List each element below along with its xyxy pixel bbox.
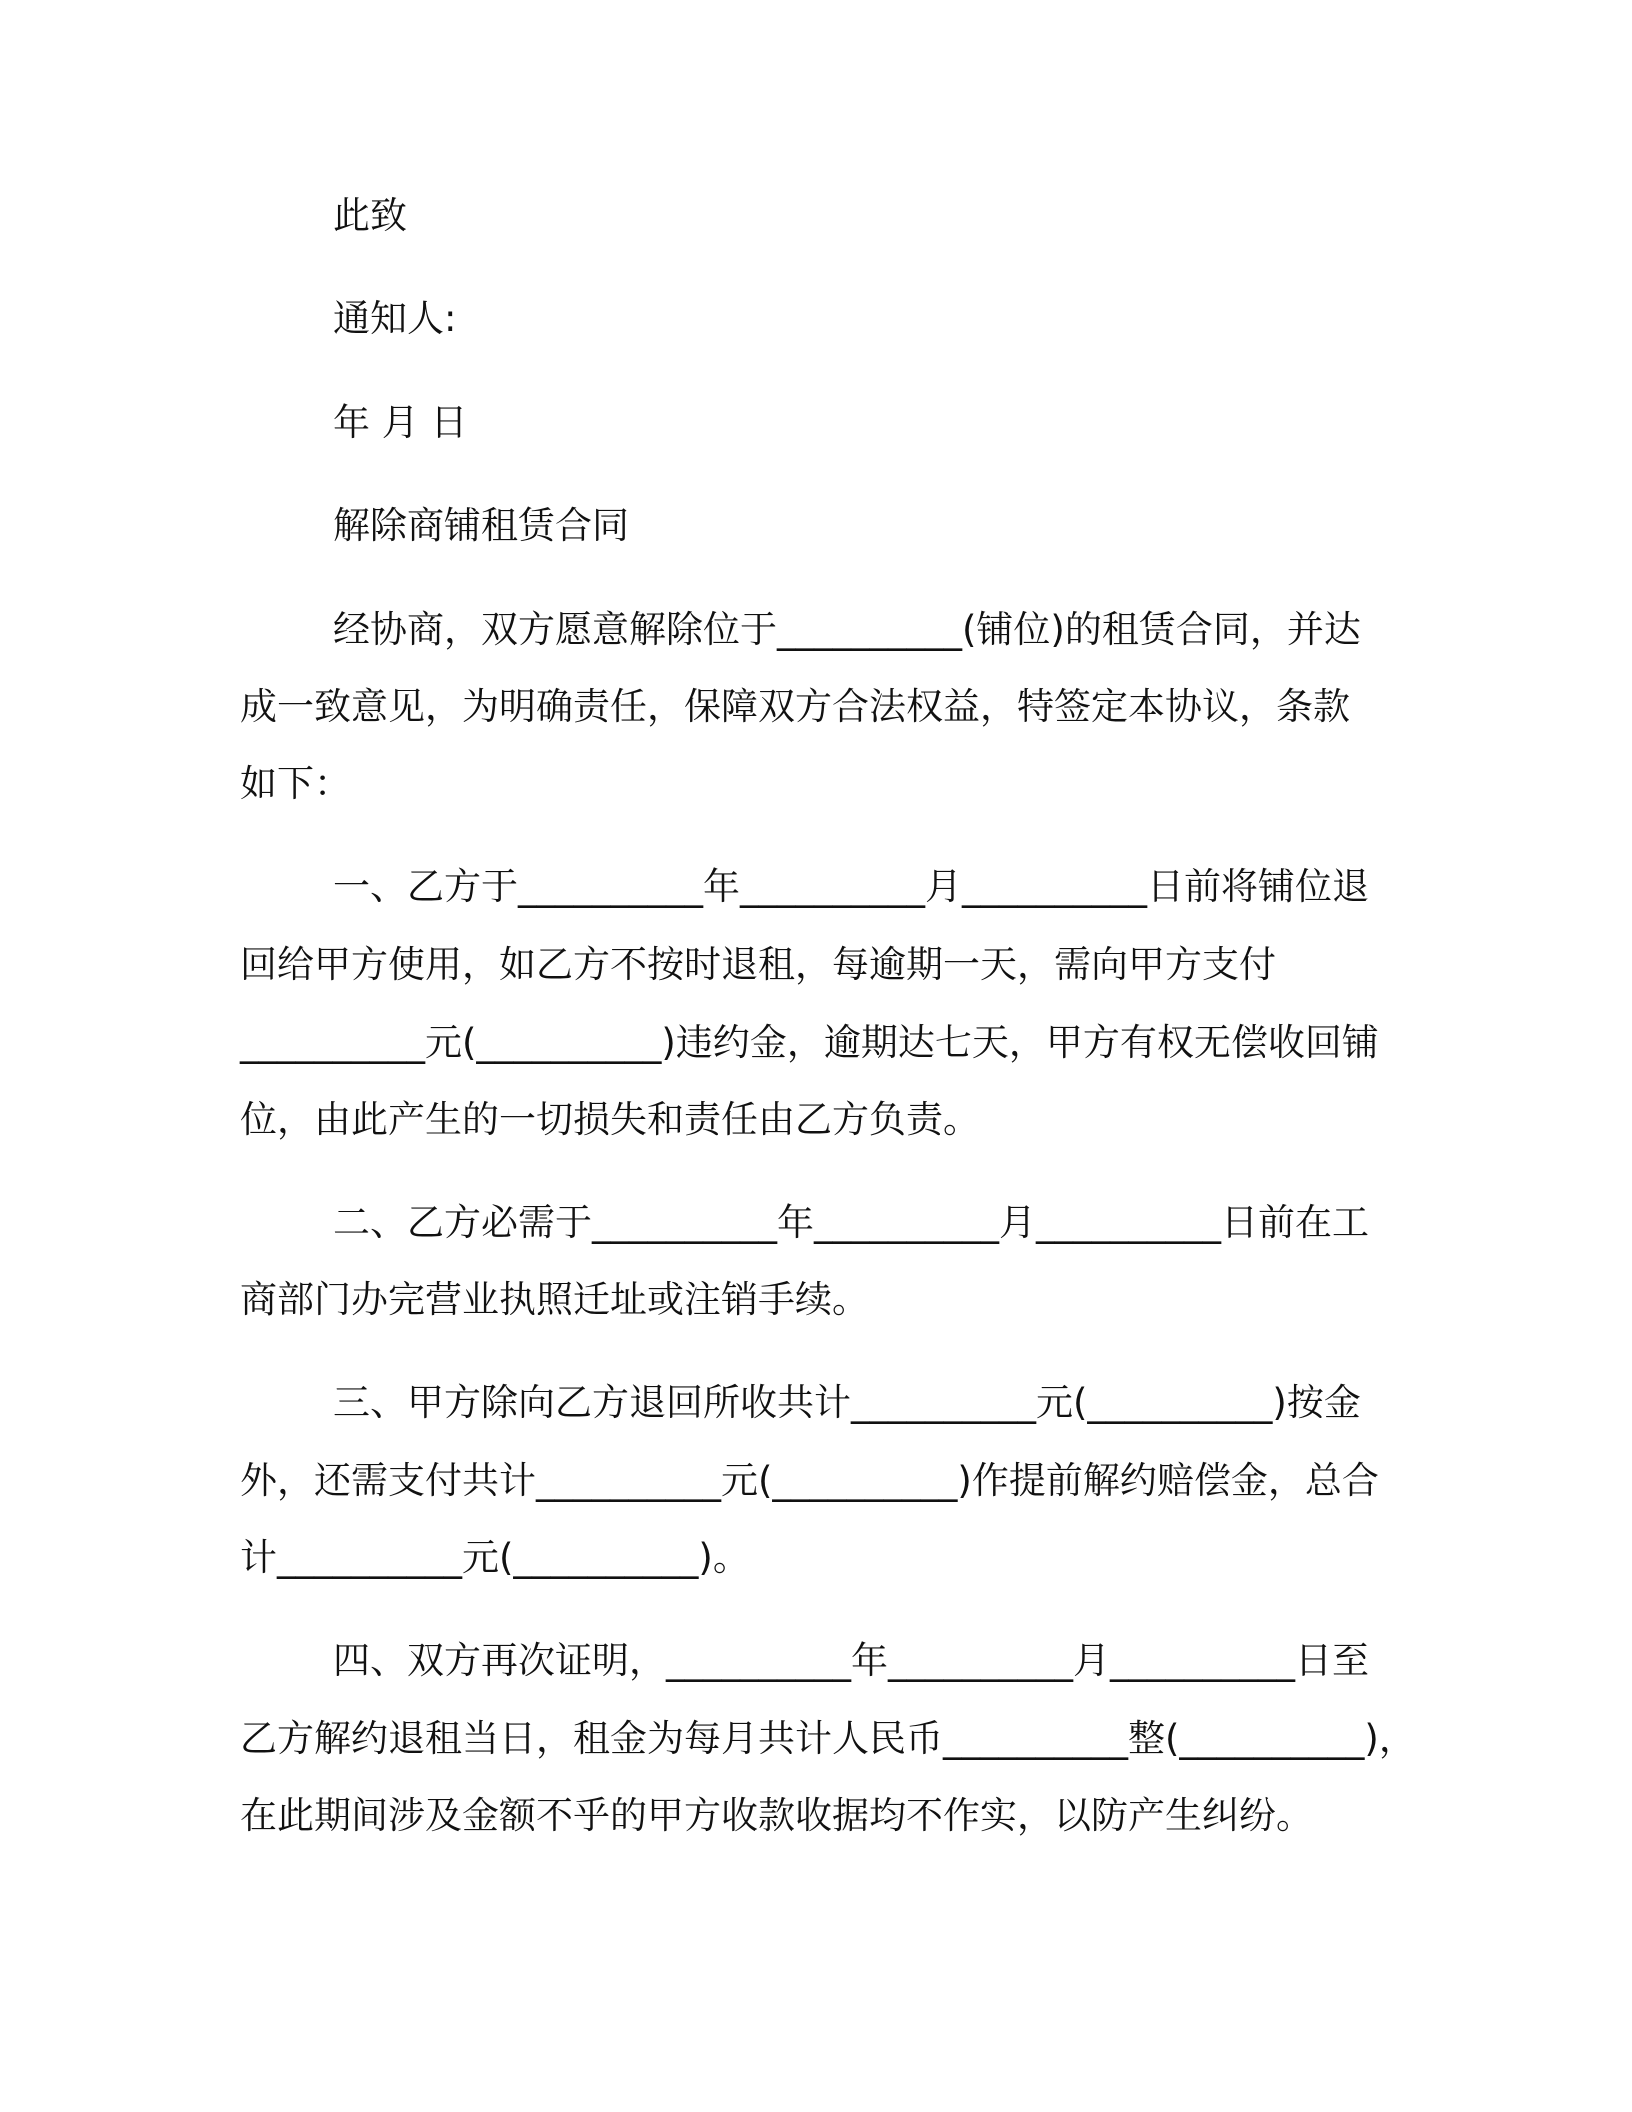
- paragraph-line: __________元(__________)违约金，逾期达七天，甲方有权无偿收回铺: [240, 1021, 1379, 1064]
- paragraph-line: 一、乙方于__________年__________月__________日前将铺位退: [333, 865, 1369, 908]
- paragraph-line: 商部门办完营业执照迁址或注销手续。: [240, 1278, 869, 1321]
- paragraph-line: 成一致意见，为明确责任，保障双方合法权益，特签定本协议，条款: [240, 685, 1350, 728]
- paragraph-line: 三、甲方除向乙方退回所收共计__________元(__________)按金: [333, 1381, 1361, 1424]
- closing-salutation: 此致: [333, 194, 407, 237]
- paragraph-line: 四、双方再次证明，__________年__________月__________日至: [333, 1639, 1369, 1682]
- paragraph-line: 在此期间涉及金额不乎的甲方收款收据均不作实，以防产生纠纷。: [240, 1794, 1313, 1837]
- paragraph-line: 位，由此产生的一切损失和责任由乙方负责。: [240, 1098, 980, 1141]
- paragraph-line: 二、乙方必需于__________年__________月__________日前在工: [333, 1201, 1369, 1244]
- paragraph-line: 回给甲方使用，如乙方不按时退租，每逾期一天，需向甲方支付: [240, 943, 1276, 986]
- document-title: 解除商铺租赁合同: [333, 504, 629, 547]
- paragraph-line: 如下：: [240, 762, 351, 805]
- closing-notifier: 通知人:: [333, 297, 457, 340]
- closing-date: 年 月 日: [333, 401, 468, 444]
- paragraph-line: 计__________元(__________)。: [240, 1536, 750, 1579]
- paragraph-line: 外，还需支付共计__________元(__________)作提前解约赔偿金，总合: [240, 1459, 1379, 1502]
- paragraph-line: 经协商，双方愿意解除位于__________(铺位)的租赁合同，并达: [333, 608, 1361, 651]
- paragraph-line: 乙方解约退租当日，租金为每月共计人民币__________整(__________)，: [240, 1717, 1416, 1760]
